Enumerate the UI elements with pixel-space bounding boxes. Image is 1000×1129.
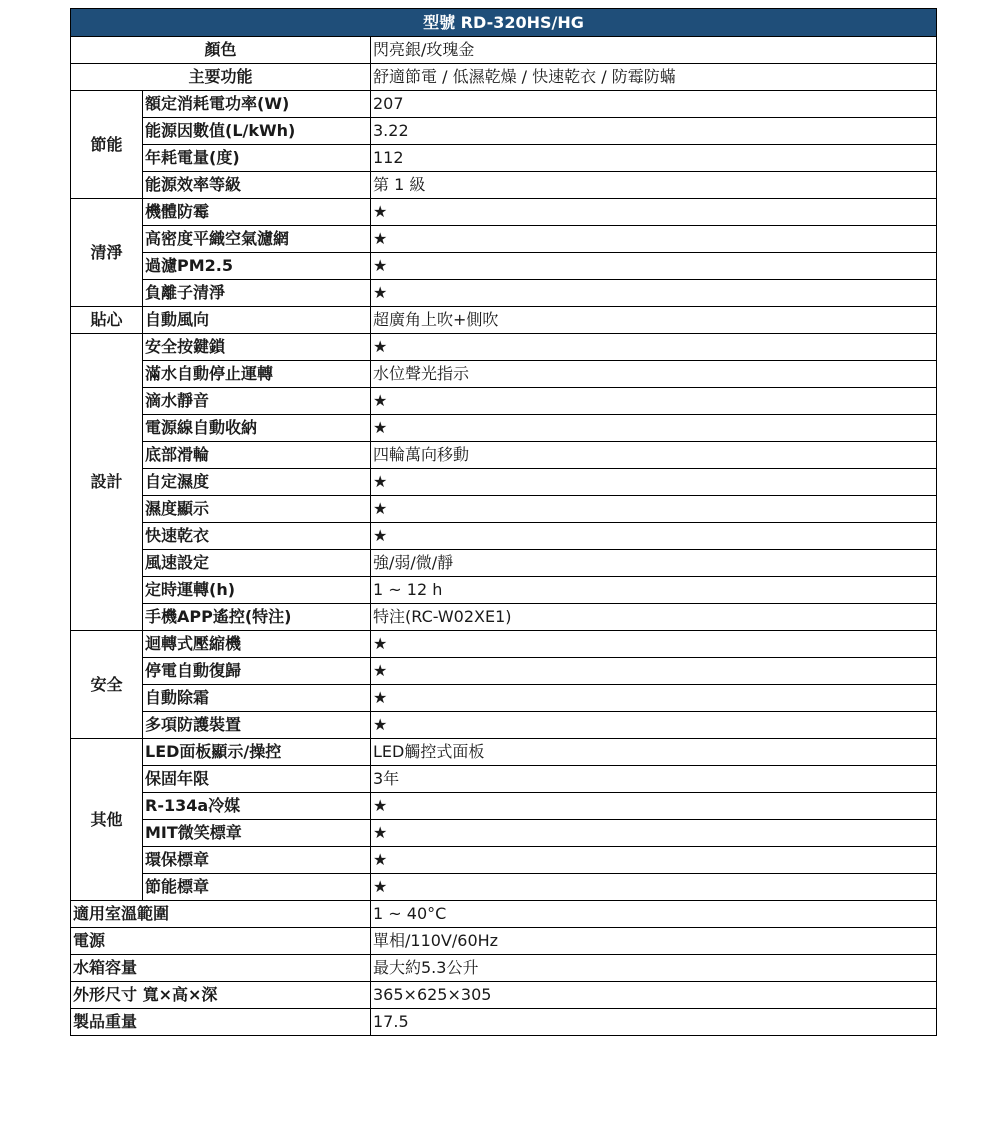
spec-label: 外形尺寸 寬×高×深 bbox=[71, 982, 371, 1009]
spec-label: 機體防霉 bbox=[143, 199, 371, 226]
spec-label: 額定消耗電功率(W) bbox=[143, 91, 371, 118]
spec-row bbox=[71, 631, 937, 658]
spec-value: 207 bbox=[371, 91, 937, 118]
spec-label: 保固年限 bbox=[143, 766, 371, 793]
category-cell: 清淨 bbox=[71, 199, 143, 307]
spec-value: 四輪萬向移動 bbox=[371, 442, 937, 469]
spec-label: 電源 bbox=[71, 928, 371, 955]
category-cell: 貼心 bbox=[71, 307, 143, 334]
spec-value: LED觸控式面板 bbox=[371, 739, 937, 766]
category-cell: 安全 bbox=[71, 631, 143, 739]
spec-value: ★ bbox=[371, 388, 937, 415]
spec-row bbox=[71, 199, 937, 226]
spec-row bbox=[71, 523, 937, 550]
spec-row bbox=[71, 550, 937, 577]
spec-value: 特注(RC-W02XE1) bbox=[371, 604, 937, 631]
spec-row bbox=[71, 253, 937, 280]
spec-value: 單相/110V/60Hz bbox=[371, 928, 937, 955]
spec-value: 1 ~ 12 h bbox=[371, 577, 937, 604]
spec-row bbox=[71, 820, 937, 847]
spec-label: MIT微笑標章 bbox=[143, 820, 371, 847]
spec-label: 安全按鍵鎖 bbox=[143, 334, 371, 361]
spec-label: 快速乾衣 bbox=[143, 523, 371, 550]
spec-label: 自定濕度 bbox=[143, 469, 371, 496]
spec-row bbox=[71, 712, 937, 739]
spec-row bbox=[71, 847, 937, 874]
spec-row bbox=[71, 928, 937, 955]
spec-label: 節能標章 bbox=[143, 874, 371, 901]
spec-label: 顏色 bbox=[71, 37, 371, 64]
spec-label: 定時運轉(h) bbox=[143, 577, 371, 604]
spec-row bbox=[71, 307, 937, 334]
spec-value: ★ bbox=[371, 253, 937, 280]
spec-label: R-134a冷媒 bbox=[143, 793, 371, 820]
spec-value: 112 bbox=[371, 145, 937, 172]
spec-row bbox=[71, 604, 937, 631]
spec-value: 最大約5.3公升 bbox=[371, 955, 937, 982]
spec-value: ★ bbox=[371, 793, 937, 820]
spec-row bbox=[71, 442, 937, 469]
spec-value: ★ bbox=[371, 280, 937, 307]
spec-value: 閃亮銀/玫瑰金 bbox=[371, 37, 937, 64]
spec-row bbox=[71, 172, 937, 199]
spec-row bbox=[71, 577, 937, 604]
spec-row bbox=[71, 388, 937, 415]
spec-row bbox=[71, 118, 937, 145]
spec-label: 適用室溫範圍 bbox=[71, 901, 371, 928]
spec-row bbox=[71, 334, 937, 361]
spec-row bbox=[71, 685, 937, 712]
spec-row bbox=[71, 469, 937, 496]
spec-value: 365×625×305 bbox=[371, 982, 937, 1009]
spec-row bbox=[71, 37, 937, 64]
spec-label: 年耗電量(度) bbox=[143, 145, 371, 172]
spec-value: 強/弱/微/靜 bbox=[371, 550, 937, 577]
category-cell: 節能 bbox=[71, 91, 143, 199]
spec-row bbox=[71, 658, 937, 685]
spec-value: 17.5 bbox=[371, 1009, 937, 1036]
model-header-row bbox=[71, 9, 937, 37]
spec-label: 滿水自動停止運轉 bbox=[143, 361, 371, 388]
spec-value: 1 ~ 40°C bbox=[371, 901, 937, 928]
spec-row bbox=[71, 1009, 937, 1036]
spec-value: ★ bbox=[371, 523, 937, 550]
spec-label: 能源因數值(L/kWh) bbox=[143, 118, 371, 145]
spec-table bbox=[70, 8, 937, 1036]
spec-label: 自動除霜 bbox=[143, 685, 371, 712]
spec-value: ★ bbox=[371, 334, 937, 361]
spec-row bbox=[71, 226, 937, 253]
spec-label: 風速設定 bbox=[143, 550, 371, 577]
spec-value: 第 1 級 bbox=[371, 172, 937, 199]
spec-value: 舒適節電 / 低濕乾燥 / 快速乾衣 / 防霉防蟎 bbox=[371, 64, 937, 91]
spec-value: ★ bbox=[371, 226, 937, 253]
spec-row bbox=[71, 739, 937, 766]
spec-row bbox=[71, 874, 937, 901]
spec-label: 滴水靜音 bbox=[143, 388, 371, 415]
spec-row bbox=[71, 793, 937, 820]
spec-label: LED面板顯示/操控 bbox=[143, 739, 371, 766]
spec-body bbox=[71, 37, 937, 1036]
spec-label: 環保標章 bbox=[143, 847, 371, 874]
spec-value: 水位聲光指示 bbox=[371, 361, 937, 388]
spec-row bbox=[71, 415, 937, 442]
spec-label: 主要功能 bbox=[71, 64, 371, 91]
spec-row bbox=[71, 955, 937, 982]
spec-row bbox=[71, 145, 937, 172]
spec-row bbox=[71, 280, 937, 307]
spec-value: ★ bbox=[371, 712, 937, 739]
spec-label: 製品重量 bbox=[71, 1009, 371, 1036]
spec-row bbox=[71, 766, 937, 793]
spec-value: ★ bbox=[371, 820, 937, 847]
spec-value: ★ bbox=[371, 469, 937, 496]
spec-row bbox=[71, 496, 937, 523]
spec-value: ★ bbox=[371, 496, 937, 523]
spec-label: 能源效率等級 bbox=[143, 172, 371, 199]
spec-value: ★ bbox=[371, 199, 937, 226]
spec-label: 多項防護裝置 bbox=[143, 712, 371, 739]
spec-row bbox=[71, 64, 937, 91]
spec-label: 濕度顯示 bbox=[143, 496, 371, 523]
spec-row bbox=[71, 982, 937, 1009]
spec-label: 自動風向 bbox=[143, 307, 371, 334]
spec-value: ★ bbox=[371, 685, 937, 712]
spec-value: ★ bbox=[371, 874, 937, 901]
spec-value: ★ bbox=[371, 631, 937, 658]
spec-value: 3.22 bbox=[371, 118, 937, 145]
spec-value: ★ bbox=[371, 847, 937, 874]
model-header: 型號 RD-320HS/HG bbox=[71, 9, 937, 37]
spec-label: 電源線自動收納 bbox=[143, 415, 371, 442]
spec-value: 超廣角上吹+側吹 bbox=[371, 307, 937, 334]
spec-value: ★ bbox=[371, 415, 937, 442]
category-cell: 其他 bbox=[71, 739, 143, 901]
spec-label: 水箱容量 bbox=[71, 955, 371, 982]
spec-label: 過濾PM2.5 bbox=[143, 253, 371, 280]
spec-label: 底部滑輪 bbox=[143, 442, 371, 469]
spec-row bbox=[71, 91, 937, 118]
spec-row bbox=[71, 361, 937, 388]
spec-row bbox=[71, 901, 937, 928]
spec-label: 負離子清淨 bbox=[143, 280, 371, 307]
spec-label: 迴轉式壓縮機 bbox=[143, 631, 371, 658]
spec-value: 3年 bbox=[371, 766, 937, 793]
spec-label: 停電自動復歸 bbox=[143, 658, 371, 685]
category-cell: 設計 bbox=[71, 334, 143, 631]
spec-value: ★ bbox=[371, 658, 937, 685]
spec-label: 高密度平織空氣濾網 bbox=[143, 226, 371, 253]
spec-label: 手機APP遙控(特注) bbox=[143, 604, 371, 631]
